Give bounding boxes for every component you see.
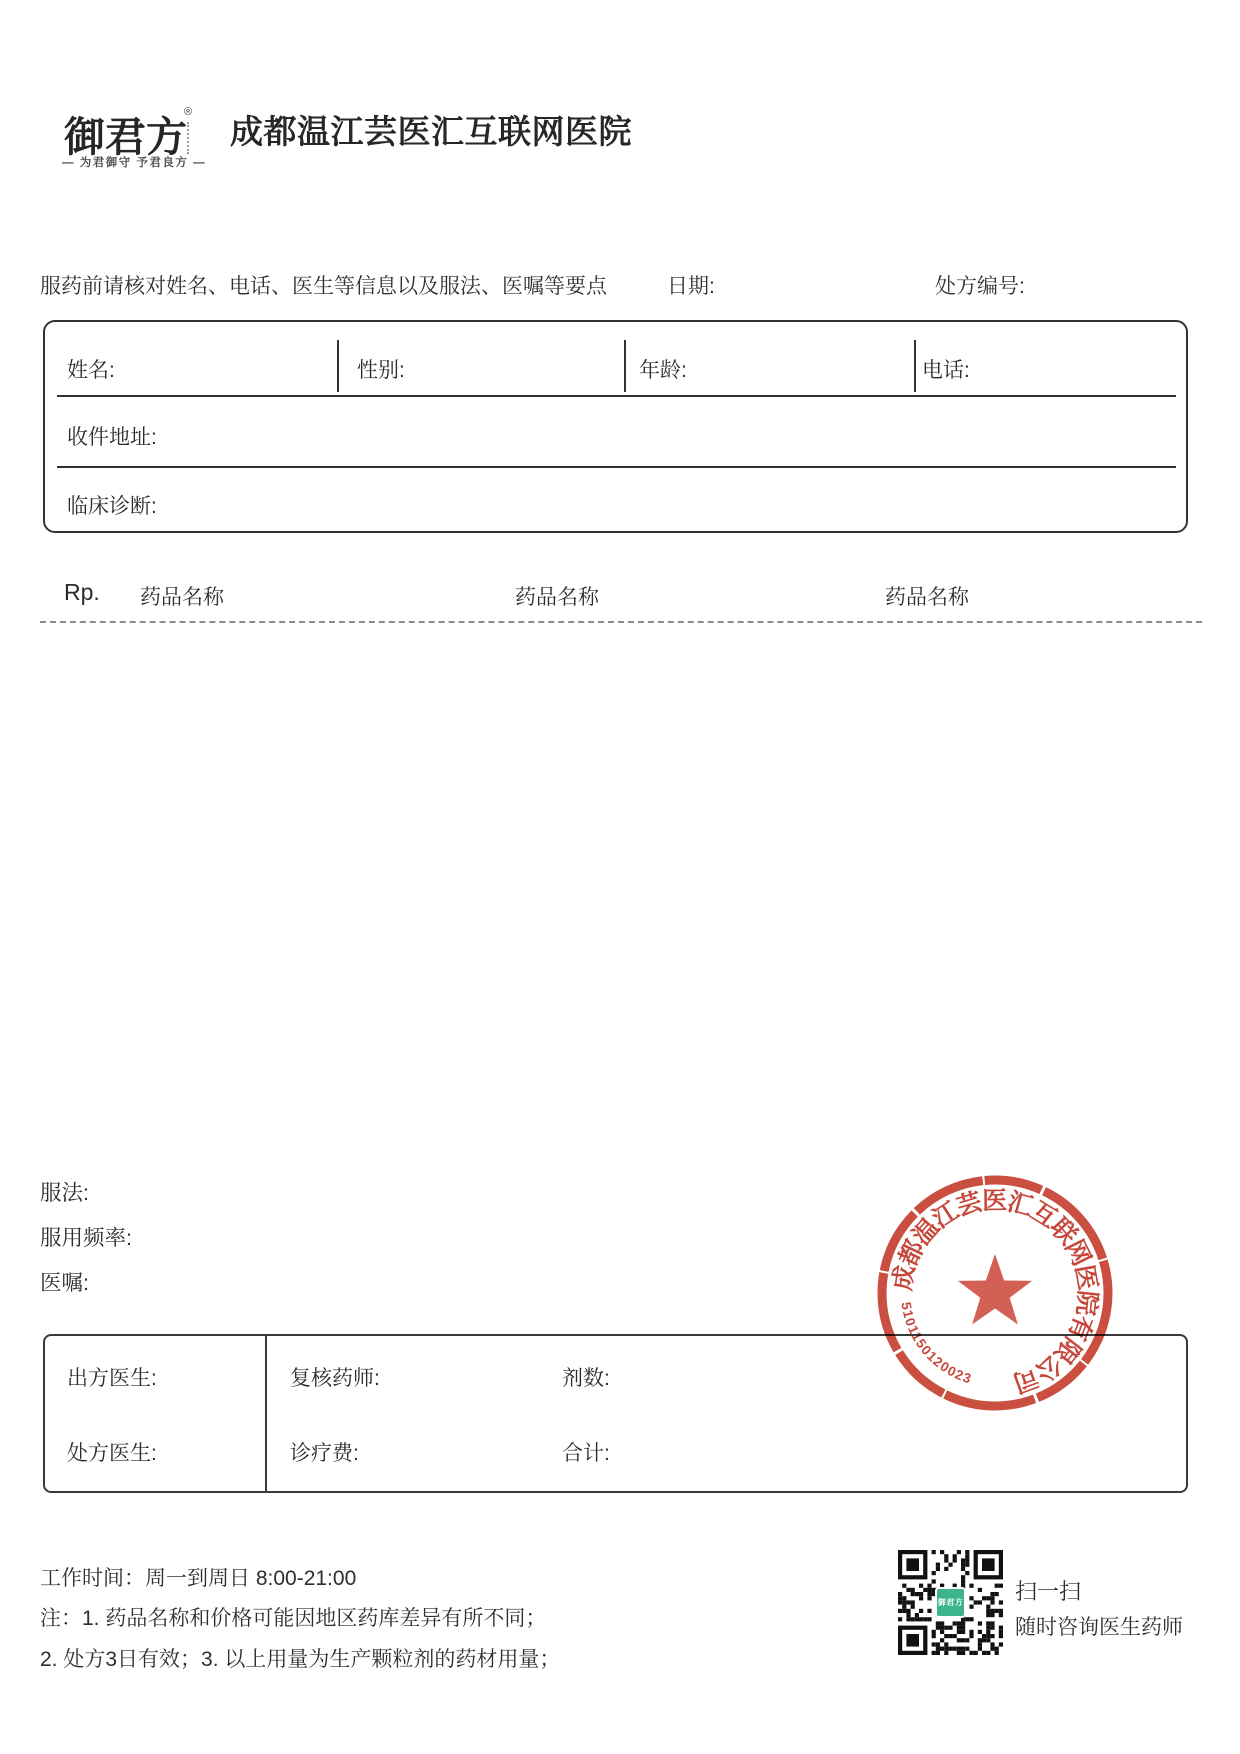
row-divider — [57, 466, 1176, 468]
date-label: 日期: — [667, 275, 715, 298]
address-label: 收件地址: — [67, 426, 157, 449]
drug-name-header: 药品名称 — [515, 586, 599, 609]
age-label: 年龄: — [639, 359, 687, 382]
column-divider — [624, 340, 626, 392]
qr-center-logo: 御君方 — [935, 1587, 966, 1618]
column-divider — [337, 340, 339, 392]
footer-note-line1: 注：1. 药品名称和价格可能因地区药库差异有所不同； — [40, 1607, 547, 1630]
dashed-separator — [40, 621, 1202, 623]
drug-name-header: 药品名称 — [885, 586, 969, 609]
doctor-advice-label: 医嘱: — [40, 1271, 89, 1295]
logo-vertical-mark — [187, 122, 192, 154]
usage-method-label: 服法: — [40, 1181, 89, 1205]
gender-label: 性别: — [357, 359, 405, 382]
seal-company-name: 成都温江芸医汇互联网医院有限公司 — [888, 1186, 1102, 1397]
issuing-doctor-label: 出方医生: — [67, 1367, 157, 1390]
dose-count-label: 剂数: — [562, 1367, 610, 1390]
scan-hint: 随时咨询医生药师 — [1015, 1616, 1183, 1639]
consultation-fee-label: 诊疗费: — [290, 1442, 359, 1465]
rx-number-label: 处方编号: — [935, 275, 1025, 298]
registered-trademark-icon: ® — [184, 106, 193, 118]
patient-info-box — [43, 320, 1188, 533]
row-divider — [57, 395, 1176, 397]
seal-star-icon — [958, 1254, 1032, 1325]
column-divider — [914, 340, 916, 392]
verification-notice: 服药前请核对姓名、电话、医生等信息以及服法、医嘱等要点 — [40, 275, 607, 298]
signatures-box — [43, 1334, 1188, 1493]
phone-label: 电话: — [922, 359, 970, 382]
hospital-title: 成都温江芸医汇互联网医院 — [230, 113, 632, 150]
scan-label: 扫一扫 — [1015, 1579, 1082, 1604]
diagnosis-label: 临床诊断: — [67, 495, 157, 518]
prescribing-doctor-label: 处方医生: — [67, 1442, 157, 1465]
working-hours: 工作时间：周一到周日 8:00-21:00 — [40, 1567, 357, 1590]
seal-serial-number: 5101150120023 — [898, 1300, 974, 1387]
rp-label: Rp. — [64, 579, 100, 605]
logo-tagline: — 为君御守 予君良方 — — [62, 157, 207, 169]
reviewing-pharmacist-label: 复核药师: — [290, 1367, 380, 1390]
total-label: 合计: — [562, 1442, 610, 1465]
usage-frequency-label: 服用频率: — [40, 1226, 132, 1250]
qr-code — [898, 1550, 1003, 1655]
footer-note-line2: 2. 处方3日有效；3. 以上用量为生产颗粒剂的药材用量； — [40, 1648, 561, 1671]
column-divider — [265, 1336, 267, 1491]
name-label: 姓名: — [67, 359, 115, 382]
brand-logo: 御君方 — [64, 114, 187, 160]
drug-name-header: 药品名称 — [140, 586, 224, 609]
